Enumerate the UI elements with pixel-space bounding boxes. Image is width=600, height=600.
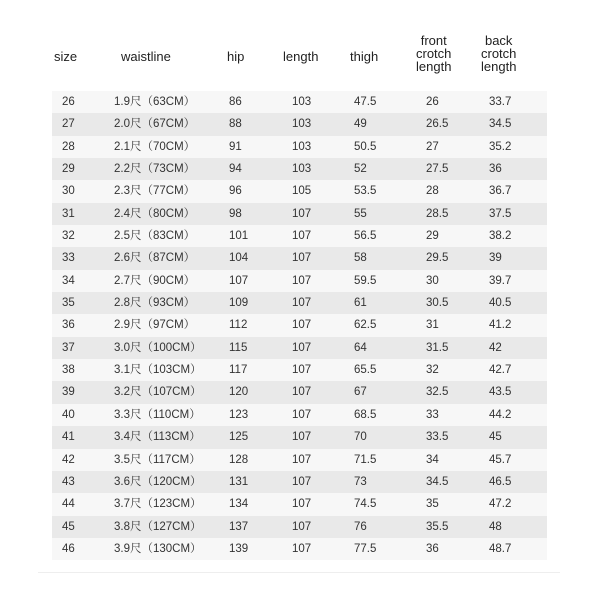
cell-waistline: 3.8尺（127CM） (114, 520, 202, 533)
table-row (52, 493, 547, 515)
cell-back-crotch-length: 42.7 (489, 364, 512, 377)
table-row (52, 158, 547, 180)
cell-front-crotch-length: 30 (426, 274, 439, 287)
table-row (52, 203, 547, 225)
cell-size: 40 (62, 408, 75, 421)
cell-front-crotch-length: 34.5 (426, 475, 449, 488)
header-waistline: waistline (121, 49, 171, 64)
cell-length: 107 (292, 520, 312, 533)
cell-length: 103 (292, 163, 312, 176)
table-row (52, 113, 547, 135)
cell-thigh: 52 (354, 163, 367, 176)
cell-back-crotch-length: 36.7 (489, 185, 512, 198)
table-row (52, 449, 547, 471)
cell-thigh: 65.5 (354, 364, 377, 377)
cell-back-crotch-length: 40.5 (489, 297, 512, 310)
cell-length: 103 (292, 118, 312, 131)
cell-hip: 134 (229, 498, 249, 511)
cell-length: 107 (292, 542, 312, 555)
cell-back-crotch-length: 47.2 (489, 498, 512, 511)
cell-thigh: 59.5 (354, 274, 377, 287)
cell-thigh: 47.5 (354, 96, 377, 108)
table-row (52, 314, 547, 336)
cell-size: 31 (62, 207, 75, 220)
header-thigh: thigh (350, 49, 379, 64)
cell-waistline: 3.1尺（103CM） (114, 364, 202, 377)
cell-length: 107 (292, 408, 312, 421)
cell-back-crotch-length: 35.2 (489, 140, 512, 153)
cell-length: 103 (292, 140, 312, 153)
cell-back-crotch-length: 39.7 (489, 274, 512, 287)
cell-thigh: 49 (354, 118, 367, 131)
cell-size: 27 (62, 118, 75, 131)
cell-size: 26 (62, 96, 75, 108)
cell-front-crotch-length: 29 (426, 230, 439, 243)
table-body (52, 91, 547, 560)
cell-back-crotch-length: 41.2 (489, 319, 512, 332)
cell-length: 105 (292, 185, 312, 198)
table-row (52, 516, 547, 538)
cell-size: 46 (62, 542, 75, 555)
cell-back-crotch-length: 34.5 (489, 118, 512, 131)
cell-waistline: 2.1尺（70CM） (114, 140, 196, 153)
cell-thigh: 50.5 (354, 140, 377, 153)
cell-hip: 86 (229, 96, 242, 108)
header-front-crotch-length: front crotch length (416, 33, 452, 74)
cell-waistline: 2.0尺（67CM） (114, 118, 196, 131)
cell-length: 107 (292, 498, 312, 511)
cell-waistline: 3.2尺（107CM） (114, 386, 202, 399)
table-row (52, 426, 547, 448)
cell-hip: 91 (229, 140, 242, 153)
cell-back-crotch-length: 39 (489, 252, 502, 265)
size-chart-table (52, 30, 547, 555)
cell-size: 43 (62, 475, 75, 488)
cell-waistline: 2.6尺（87CM） (114, 252, 196, 265)
cell-length: 107 (292, 252, 312, 265)
cell-length: 103 (292, 96, 312, 108)
cell-front-crotch-length: 32.5 (426, 386, 449, 399)
cell-waistline: 2.7尺（90CM） (114, 274, 196, 287)
cell-thigh: 71.5 (354, 453, 377, 466)
cell-size: 44 (62, 498, 75, 511)
cell-waistline: 2.2尺（73CM） (114, 163, 196, 176)
cell-size: 30 (62, 185, 75, 198)
cell-front-crotch-length: 31 (426, 319, 439, 332)
table-row (52, 359, 547, 381)
table-row (52, 471, 547, 493)
cell-front-crotch-length: 35 (426, 498, 439, 511)
table-row (52, 404, 547, 426)
cell-hip: 115 (229, 341, 248, 354)
header-back-crotch-length: back crotch length (481, 33, 517, 74)
table-row (52, 247, 547, 269)
cell-hip: 139 (229, 542, 249, 555)
cell-length: 107 (292, 297, 312, 310)
table-row (52, 381, 547, 403)
cell-length: 107 (292, 386, 312, 399)
cell-length: 107 (292, 431, 312, 444)
cell-front-crotch-length: 30.5 (426, 297, 449, 310)
cell-size: 34 (62, 274, 75, 287)
cell-back-crotch-length: 45 (489, 431, 502, 444)
cell-size: 29 (62, 163, 75, 176)
cell-back-crotch-length: 36 (489, 163, 502, 176)
cell-front-crotch-length: 34 (426, 453, 439, 466)
cell-size: 38 (62, 364, 75, 377)
cell-waistline: 3.4尺（113CM） (114, 431, 201, 444)
cell-size: 36 (62, 319, 75, 332)
cell-hip: 98 (229, 207, 242, 220)
cell-back-crotch-length: 48.7 (489, 542, 512, 555)
cell-back-crotch-length: 45.7 (489, 453, 512, 466)
cell-hip: 137 (229, 520, 249, 533)
cell-back-crotch-length: 43.5 (489, 386, 512, 399)
cell-waistline: 2.5尺（83CM） (114, 230, 196, 243)
cell-back-crotch-length: 46.5 (489, 475, 512, 488)
cell-hip: 101 (229, 230, 249, 243)
cell-length: 107 (292, 475, 312, 488)
cell-size: 45 (62, 520, 75, 533)
cell-waistline: 3.6尺（120CM） (114, 475, 202, 488)
cell-hip: 104 (229, 252, 249, 265)
cell-front-crotch-length: 36 (426, 542, 439, 555)
cell-front-crotch-length: 26.5 (426, 118, 449, 131)
cell-front-crotch-length: 35.5 (426, 520, 449, 533)
cell-hip: 131 (229, 475, 249, 488)
header-length: length (283, 49, 319, 64)
header-size: size (54, 49, 78, 64)
cell-waistline: 2.4尺（80CM） (114, 207, 196, 220)
cell-thigh: 53.5 (354, 185, 377, 198)
cell-front-crotch-length: 29.5 (426, 252, 449, 265)
cell-thigh: 62.5 (354, 319, 377, 332)
cell-thigh: 68.5 (354, 408, 377, 421)
cell-hip: 88 (229, 118, 242, 131)
cell-length: 107 (292, 319, 312, 332)
cell-length: 107 (292, 364, 312, 377)
cell-length: 107 (292, 274, 312, 287)
cell-hip: 94 (229, 163, 242, 176)
table-row (52, 136, 547, 158)
cell-front-crotch-length: 28 (426, 185, 439, 198)
cell-waistline: 3.5尺（117CM） (114, 453, 201, 466)
table-row (52, 180, 547, 202)
cell-thigh: 55 (354, 207, 367, 220)
cell-waistline: 3.3尺（110CM） (114, 408, 201, 421)
cell-waistline: 2.3尺（77CM） (114, 185, 196, 198)
cell-length: 107 (292, 207, 312, 220)
cell-waistline: 3.0尺（100CM） (114, 341, 202, 354)
cell-thigh: 67 (354, 386, 367, 399)
cell-size: 28 (62, 140, 75, 153)
cell-size: 32 (62, 230, 75, 243)
cell-thigh: 73 (354, 475, 367, 488)
cell-thigh: 58 (354, 252, 367, 265)
cell-thigh: 70 (354, 431, 367, 444)
table-row (52, 337, 547, 359)
table-row (52, 270, 547, 292)
cell-hip: 112 (229, 319, 248, 332)
cell-front-crotch-length: 33 (426, 408, 439, 421)
cell-thigh: 61 (354, 297, 367, 310)
cell-hip: 117 (229, 364, 248, 377)
table-row (52, 538, 547, 560)
cell-waistline: 2.8尺（93CM） (114, 297, 196, 310)
cell-thigh: 64 (354, 341, 367, 354)
cell-length: 107 (292, 341, 312, 354)
cell-hip: 109 (229, 297, 249, 310)
cell-size: 37 (62, 341, 75, 354)
cell-back-crotch-length: 48 (489, 520, 502, 533)
cell-front-crotch-length: 27.5 (426, 163, 449, 176)
table-row (52, 91, 547, 113)
cell-back-crotch-length: 42 (489, 341, 502, 354)
cell-front-crotch-length: 31.5 (426, 341, 449, 354)
cell-waistline: 1.9尺（63CM） (114, 96, 196, 108)
cell-size: 35 (62, 297, 75, 310)
cell-length: 107 (292, 453, 312, 466)
cell-front-crotch-length: 33.5 (426, 431, 449, 444)
cell-front-crotch-length: 32 (426, 364, 439, 377)
cell-back-crotch-length: 38.2 (489, 230, 512, 243)
cell-back-crotch-length: 44.2 (489, 408, 512, 421)
cell-thigh: 74.5 (354, 498, 377, 511)
bottom-divider (38, 572, 560, 573)
cell-hip: 123 (229, 408, 249, 421)
cell-size: 39 (62, 386, 75, 399)
cell-front-crotch-length: 28.5 (426, 207, 449, 220)
cell-size: 33 (62, 252, 75, 265)
cell-size: 41 (62, 431, 75, 444)
cell-back-crotch-length: 37.5 (489, 207, 512, 220)
cell-waistline: 3.7尺（123CM） (114, 498, 202, 511)
cell-thigh: 76 (354, 520, 367, 533)
cell-thigh: 56.5 (354, 230, 377, 243)
cell-thigh: 77.5 (354, 542, 377, 555)
cell-front-crotch-length: 27 (426, 140, 439, 153)
cell-waistline: 3.9尺（130CM） (114, 542, 202, 555)
cell-hip: 96 (229, 185, 242, 198)
table-header (52, 30, 547, 86)
cell-hip: 120 (229, 386, 249, 399)
cell-back-crotch-length: 33.7 (489, 96, 512, 108)
cell-length: 107 (292, 230, 312, 243)
cell-hip: 107 (229, 274, 249, 287)
header-hip: hip (227, 49, 245, 64)
cell-waistline: 2.9尺（97CM） (114, 319, 196, 332)
cell-hip: 128 (229, 453, 249, 466)
cell-size: 42 (62, 453, 75, 466)
table-row (52, 292, 547, 314)
cell-hip: 125 (229, 431, 249, 444)
table-row (52, 225, 547, 247)
cell-front-crotch-length: 26 (426, 96, 439, 108)
